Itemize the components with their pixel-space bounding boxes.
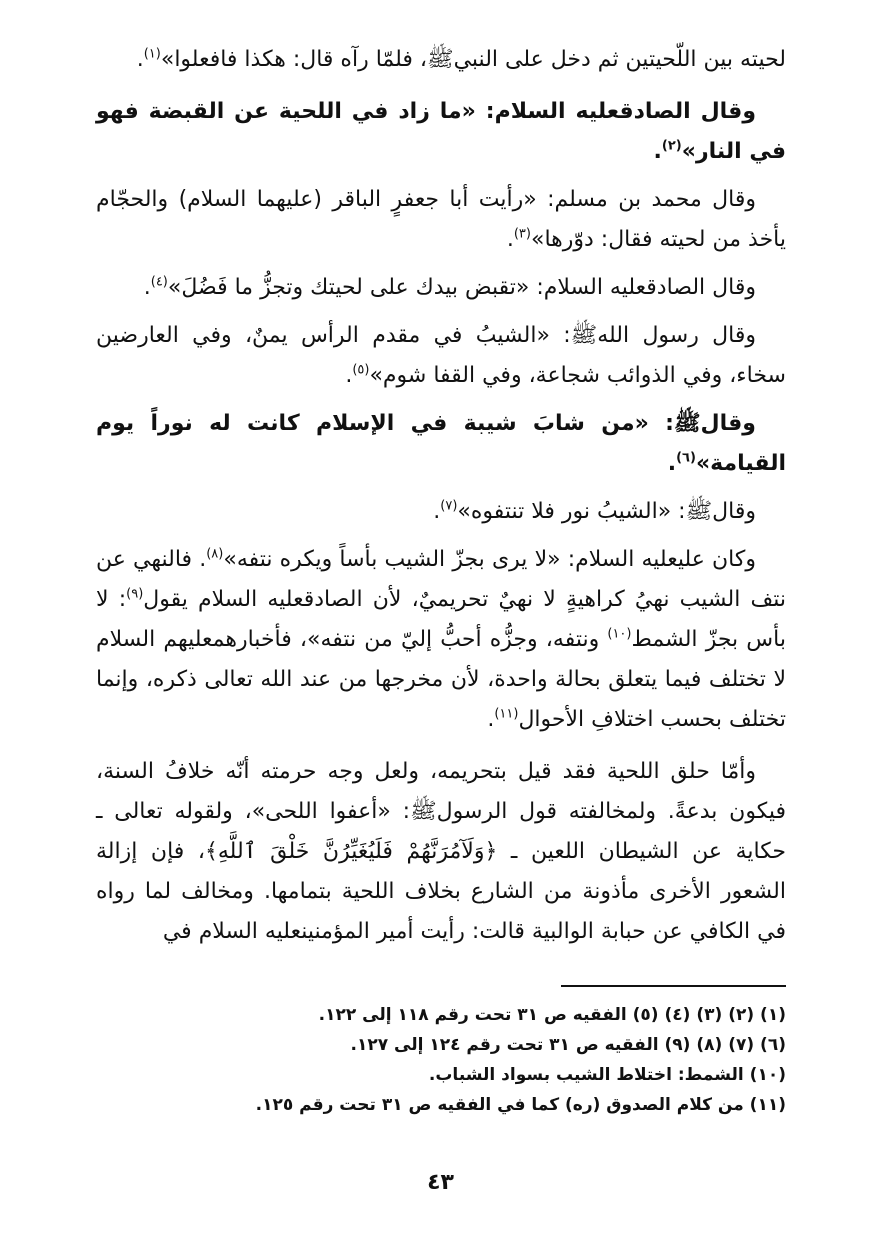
hadith-paragraph: وقال الصادقعليه السلام: «ما زاد في اللحية عن القبضة فهو في النار»$^{(٢)}$. [96,99,786,164]
footnote: (١٠) الشمط: اختلاط الشيب بسواد الشباب. [428,1065,786,1085]
hadith-paragraph: وقال الصادقعليه السلام: «تقبض بيدك على لحيتك وتجزُّ ما فَضُلَ»$^{(٤)}$. [143,274,756,300]
main-text [96,40,786,964]
footnote-ref: (١٠) [607,626,632,642]
hadith-paragraph: وقالﷺ: «من شابَ شيبة في الإسلام كانت له نوراً يوم القيامة»$^{(٦)}$. [96,411,786,476]
footnote-ref: (٧) [440,498,458,514]
footnote-ref: (٣) [513,226,531,242]
footnote-ref: (٨) [206,546,224,562]
footnote: (١) (٢) (٣) (٤) (٥) الفقيه ص ٣١ تحت رقم ١١٨ إلى ١٢٢. [318,1005,786,1025]
page-number: ٤٣ [427,1170,454,1195]
footnote-ref: (١) [143,46,161,62]
footnote-divider [561,985,786,987]
hadith-paragraph: وقال رسول اللهﷺ: «الشيبُ في مقدم الرأس يمنٌ، وفي العارضين سخاء، وفي الذوائب شجاعة، وفي القفا شوم»$^{(٥)}$. [96,323,786,388]
commentary-paragraph: وأمّا حلق اللحية فقد قيل بتحريمه، ولعل وجه حرمته أنّه خلافُ السنة، فيكون بدعةً. ولمخالفته قول الرسولﷺ: «أعفوا اللحى»، ولقوله تعالى ـ حكاية عن الشيطان اللعين ـ ﴿وَلَآمُرَنَّهُمْ فَلَيُغَيِّرُنَّ خَلْقَ ٱللَّهِ﴾، فإن إزالة الشعور الأخرى مأذونة من الشارع بخلاف اللحية بتمامها. ومخالف لما رواه في الكافي عن حبابة الوالبية قالت: رأيت أمير المؤمنينعليه السلام في [96,759,786,944]
footnote: (١١) من كلام الصدوق (ره) كما في الفقيه ص ٣١ تحت رقم ١٢٥. [255,1095,786,1115]
footnote-ref: (٥) [352,362,370,378]
footnote-ref: (٩) [126,586,144,602]
commentary-paragraph: وكان عليعليه السلام: «لا يرى بجزّ الشيب بأساً ويكره نتفه»$^{(٨)}$. فالنهي عن نتف الشيب نهيُ كراهيةٍ لا نهيٌ تحريميٌ، لأن الصادقعليه السلام يقول$^{(٩)}$: لا بأس بجزّ الشمط$^{(١٠)}$ ونتفه، وجزُّه أحبُّ إليّ من نتفه»، فأخبارهمعليهم السلام لا تختلف فيما يتعلق بحالة واحدة، لأن مخرجها من عند الله تعالى ذكره، وإنما تختلف بحسب اختلافِ الأحوال$^{(١١)}$. [96,546,787,732]
footnote-ref: (٤) [150,274,168,290]
footnote-ref: (١١) [494,706,519,722]
footnote-ref: (٦) [676,450,696,466]
hadith-paragraph: وقالﷺ: «الشيبُ نور فلا تنتفوه»$^{(٧)}$. [433,498,756,524]
footnotes [96,1000,786,1120]
paragraph-continuation: لحيته بين اللّحيتين ثم دخل على النبيﷺ، فلمّا رآه قال: هكذا فافعلوا»$^{(١)}$. [136,46,786,72]
footnote-ref: (٢) [661,138,682,154]
footnote: (٦) (٧) (٨) (٩) الفقيه ص ٣١ تحت رقم ١٢٤ إلى ١٢٧. [350,1035,786,1055]
hadith-paragraph: وقال محمد بن مسلم: «رأيت أبا جعفرٍ الباقر (عليهما السلام) والحجّام يأخذ من لحيته فقال: دوّرها»$^{(٣)}$. [96,187,786,252]
